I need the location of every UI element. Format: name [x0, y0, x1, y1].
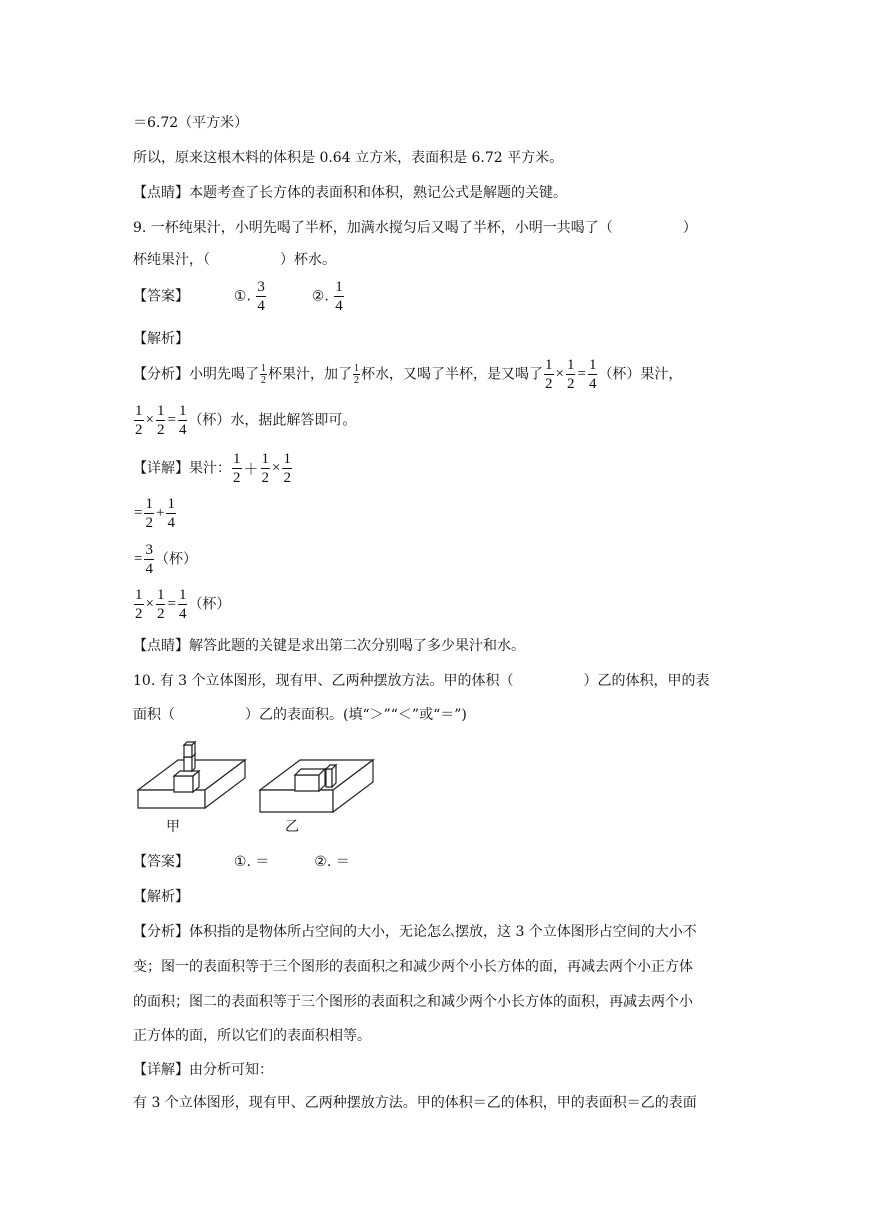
- jia-cube-front: [174, 776, 193, 792]
- detail-line2: = $\frac{1}{2}$ + $\frac{1}{4}$: [134, 496, 175, 531]
- text-line: 【点睛】解答此题的关键是求出第二次分别喝了多少果汁和水。: [133, 638, 525, 654]
- text: ）乙的体积，甲的表: [583, 673, 710, 689]
- yi-base-front: [260, 790, 333, 812]
- jia-base-front: [138, 790, 205, 808]
- fraction: $\frac{3}{4}$: [257, 279, 265, 314]
- fraction: $\frac{1}{4}$: [167, 496, 175, 531]
- fraction: $\frac{1}{2}$: [261, 451, 270, 486]
- text: 杯果汁，加了: [268, 366, 352, 383]
- text: 面积（: [133, 707, 175, 723]
- question-9-line1: [133, 217, 697, 237]
- text: 【分析】小明先喝了: [133, 366, 259, 383]
- yi-cube-front: [295, 775, 319, 791]
- caption-jia: 甲: [166, 819, 180, 835]
- text-line: 有 3 个立体图形，现有甲、乙两种摆放方法。甲的体积＝乙的体积，甲的表面积＝乙的表面: [133, 1095, 697, 1111]
- jia-prism-front: [184, 757, 192, 771]
- fraction: $\frac{1}{4}$: [178, 587, 187, 622]
- text: ）: [682, 220, 697, 236]
- section-label: 【解析】: [133, 889, 189, 905]
- detail-line1: 【详解】果汁： $\frac{1}{2}$ ＋ $\frac{1}{2}$ × $\frac{1}{2}$: [133, 451, 291, 486]
- text: 【详解】果汁：: [133, 460, 231, 477]
- text: （杯）: [188, 596, 231, 613]
- text: 10. 有 3 个立体图形，现有甲、乙两种摆放方法。甲的体积（: [133, 673, 514, 689]
- text: （杯）: [154, 551, 197, 568]
- fraction: $\frac{1}{2}$: [233, 451, 241, 486]
- analysis-line2: $\frac{1}{2}$ × $\frac{1}{2}$ = $\frac{1}{4}$ （杯）水，据此解答即可。: [135, 403, 357, 438]
- text-line: 【详解】由分析可知：: [133, 1062, 273, 1078]
- answer-value: ②. ＝: [314, 854, 350, 870]
- text-line: 【分析】体积指的是物体所占空间的大小，无论怎么摆放，这 3 个立体图形占空间的大小不: [133, 924, 697, 940]
- text: 9. 一杯纯果汁，小明先喝了半杯，加满水搅匀后又喝了半杯，小明一共喝了（: [133, 220, 613, 236]
- question-10-line1: [133, 670, 710, 690]
- detail-line4: $\frac{1}{2}$ × $\frac{1}{2}$ = $\frac{1}{4}$ （杯）: [135, 587, 231, 622]
- fraction: $\frac{1}{2}$: [283, 451, 291, 486]
- fraction: $\frac{1}{2}$: [354, 363, 359, 386]
- answer-label: 【答案】: [133, 288, 189, 305]
- text-line: ＝6.72（平方米）: [133, 115, 249, 131]
- text-line: 变；图一的表面积等于三个图形的表面积之和减少两个小长方体的面，再减去两个小正方体: [133, 959, 693, 975]
- solid-figures-diagram: [133, 740, 393, 815]
- fraction: $\frac{1}{4}$: [335, 279, 343, 314]
- text: ）乙的表面积。(填“＞”“＜”或“＝”): [245, 707, 467, 723]
- text: 杯纯果汁，（: [133, 252, 210, 268]
- text: （杯）果汁，: [598, 366, 683, 383]
- answer-mark: ②.: [311, 288, 329, 305]
- fraction: $\frac{1}{2}$: [156, 587, 165, 622]
- text-line: 的面积；图二的表面积等于三个图形的表面积之和减少两个小长方体的面积，再减去两个小: [133, 994, 693, 1010]
- fraction: $\frac{1}{2}$: [145, 496, 153, 531]
- question-9-line2: [133, 249, 336, 269]
- yi-prism-front: [326, 769, 332, 787]
- text-line: 正方体的面，所以它们的表面积相等。: [133, 1028, 371, 1044]
- text: ）杯水。: [280, 252, 336, 268]
- text-line: 所以，原来这根木料的体积是 0.64 立方米，表面积是 6.72 平方米。: [133, 150, 564, 166]
- text: 杯水，又喝了半杯，是又喝了: [361, 366, 543, 383]
- detail-line3: = $\frac{3}{4}$ （杯）: [134, 542, 197, 577]
- answer-value: ①. ＝: [233, 854, 270, 870]
- fraction: $\frac{1}{4}$: [178, 403, 187, 438]
- fraction: $\frac{1}{2}$: [156, 403, 165, 438]
- fraction: $\frac{1}{2}$: [135, 403, 143, 438]
- caption-yi: 乙: [285, 819, 299, 835]
- jia-prism2-front: [184, 745, 192, 757]
- answer-label: 【答案】: [133, 854, 189, 870]
- analysis-line1: 【分析】小明先喝了 $\frac{1}{2}$ 杯果汁，加了 $\frac{1}{2}$ 杯水，又喝了半杯，是又喝了 $\frac{1}{2}$ × $\frac{1}{2}$ = $\frac{1}{4}$ （杯）果汁，: [133, 357, 683, 392]
- answer-mark: ①.: [233, 288, 251, 305]
- question-10-line2: [133, 704, 467, 724]
- fraction: $\frac{3}{4}$: [145, 542, 153, 577]
- fraction: $\frac{1}{4}$: [588, 357, 597, 392]
- jia-prism2-side: [192, 742, 195, 757]
- fraction: $\frac{1}{2}$: [566, 357, 575, 392]
- fraction: $\frac{1}{2}$: [545, 357, 553, 392]
- yi-prism-side: [332, 765, 336, 787]
- answer-10: [133, 851, 350, 871]
- text: （杯）水，据此解答即可。: [188, 412, 357, 429]
- answer-9: [133, 278, 345, 315]
- fraction: $\frac{1}{2}$: [261, 363, 266, 386]
- fraction: $\frac{1}{2}$: [135, 587, 143, 622]
- text-line: 【点睛】本题考查了长方体的表面积和体积，熟记公式是解题的关键。: [133, 185, 567, 201]
- section-label: 【解析】: [133, 331, 189, 347]
